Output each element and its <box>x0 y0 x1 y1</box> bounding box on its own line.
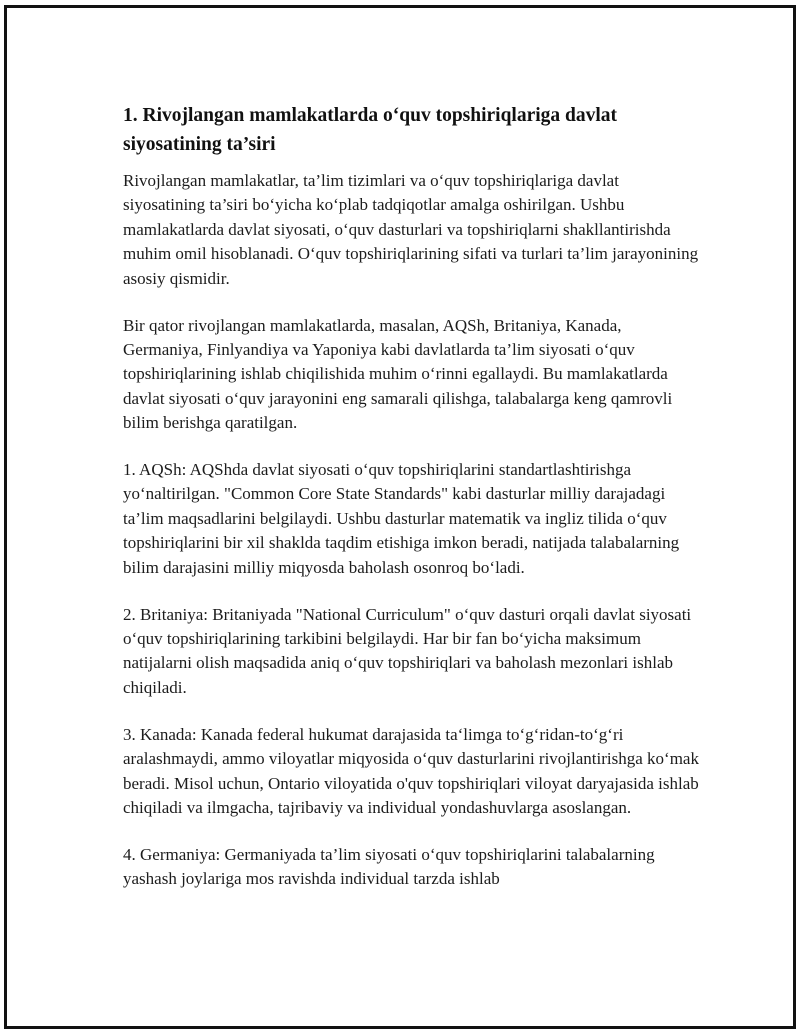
paragraph-canada: 3. Kanada: Kanada federal hukumat darajasida ta‘limga to‘g‘ridan-to‘g‘ri aralashmaydi, ammo viloyatlar miqyosida o‘quv dasturlarini rivojlantirishga ko‘mak beradi. Misol uchun, Ontario viloyatida o'quv topshiriqlari viloyat daryajasida ishlab chiqiladi va ilmgacha, tajribaviy va individual yondashuvlarga asoslangan. <box>123 724 699 817</box>
paragraph-britain: 2. Britaniya: Britaniyada "National Curriculum" o‘quv dasturi orqali davlat siyosati o‘quv topshiriqlarining tarkibini belgilaydi. Har bir fan bo‘yicha maksimum natijalarni olish maqsadida aniq o‘quv topshiriqlari va baholash mezonlari ishlab chiqiladi. <box>123 604 692 697</box>
page-frame <box>4 5 796 1029</box>
paragraph-countries: Bir qator rivojlangan mamlakatlarda, masalan, AQSh, Britaniya, Kanada, Germaniya, Finlyandiya va Yaponiya kabi davlatlarda ta’lim siyosati o‘quv topshiriqlarining ishlab chiqilishida muhim o‘rinni egallaydi. Bu mamlakatlarda davlat siyosati o‘quv jarayonini eng samarali qilishga, talabalarga keng qamrovli bilim berishga qaratilgan. <box>123 315 673 433</box>
section-heading: 1. Rivojlangan mamlakatlarda o‘quv topshiriqlariga davlat siyosatining ta’siri <box>123 105 618 155</box>
paragraph-germany: 4. Germaniya: Germaniyada ta’lim siyosati o‘quv topshiriqlarini talabalarning yashash joylariga mos ravishda individual tarzda ishlab <box>123 844 655 889</box>
paragraph-intro: Rivojlangan mamlakatlar, ta’lim tizimlari va o‘quv topshiriqlariga davlat siyosatining ta’siri bo‘yicha ko‘plab tadqiqotlar amalga oshirilgan. Ushbu mamlakatlarda davlat siyosati, o‘quv dasturlari va topshiriqlarni shakllantirishda muhim omil hisoblanadi. O‘quv topshiriqlarining sifati va turlari ta’lim jarayonining asosiy qismidir. <box>123 171 699 288</box>
document-body <box>123 101 703 914</box>
paragraph-usa: 1. AQSh: AQShda davlat siyosati o‘quv topshiriqlarini standartlashtirishga yo‘naltirilgan. "Common Core State Standards" kabi dasturlar milliy darajadagi ta’lim maqsadlarini belgilaydi. Ushbu dasturlar matematik va ingliz tilida o‘quv topshiriqlarini bir xil shaklda taqdim etishiga imkon beradi, natijada talabalarning bilim darajasini milliy miqyosda baholash osonroq bo‘ladi. <box>123 460 680 577</box>
